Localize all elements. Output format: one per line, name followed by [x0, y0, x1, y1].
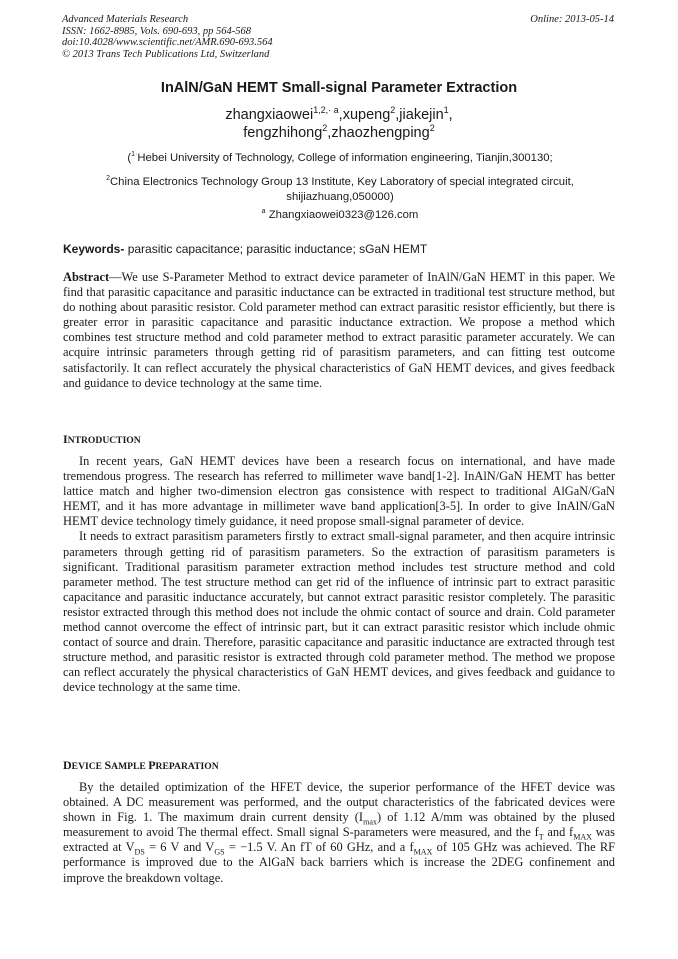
author-list	[0, 106, 678, 142]
author-line-1	[0, 106, 678, 124]
affiliation-1	[70, 151, 610, 166]
abstract	[63, 270, 615, 391]
device-body	[63, 780, 615, 886]
abstract-label: Abstract	[63, 270, 110, 284]
keywords-text: parasitic capacitance; parasitic inductance; sGaN HEMT	[124, 242, 428, 256]
intro-paragraph-2: It needs to extract parasitism parameters firstly to extract small-signal parameter, and then acquire intrinsic parameters through getting rid of parasitism parameters. So the extraction of parasitism parameters is significant. Traditional parasitism parameter extraction method includes test structure method and cold parameter method. The test structure method can get rid of the influence of intrinsic part to extract parasitic capacitance and parasitic inductance accurately, but cannot extract parasitic resistor completely. The parasitic resistor extracted through this method does not include the ohmic contact of source and drain. Cold parameter method cannot overcome the effect of intrinsic part, but it can extract parasitic resistor which include ohmic contact of source and drain. Therefore, parasitic capacitance and parasitic inductance are extracted through test structure method, and parasitic resistor is extracted through cold parameter method. The method we propose can reflect accurately the physical characteristics of GaN HEMT devices, and gives feedback and guidance to device technology at the same time.	[63, 529, 615, 695]
author-name: ,xupeng	[338, 107, 391, 123]
author-affil-mark: 2	[390, 105, 396, 116]
author-line-2	[0, 124, 678, 142]
affil-paren: (	[127, 152, 132, 164]
journal-copyright: © 2013 Trans Tech Publications Ltd, Switzerland	[62, 48, 270, 60]
author-affil-mark: 2	[322, 123, 328, 134]
affil-line: shijiazhuang,050000)	[286, 191, 394, 203]
author-name: ,zhaozhengping	[327, 125, 430, 141]
abstract-text: —We use S-Parameter Method to extract device parameter of InAlN/GaN HEMT in this paper. We find that parasitic capacitance and parasitic inductance can be extracted in traditional test structure method, but do nothing about parasitic resistor. Cold parameter method can extract parasitic resistor efficiently, but there is greater error in parasitic capacitance and parasitic inductance extraction. We propose a method which combines test structure method and cold parameter method to extract parasitic parameter accurately. We can acquire intrinsic parameters through getting rid of parasitism parameters, and can fitting test outcome satisfactorily. It can reflect accurately the physical characteristics of GaN HEMT devices, and gives feedback and guidance to device technology at the same time.	[63, 270, 615, 390]
author-name: zhangxiaowei	[225, 107, 314, 123]
journal-doi[interactable]: doi:10.4028/www.scientific.net/AMR.690-693.564	[62, 37, 273, 48]
author-separator: ,	[448, 107, 453, 123]
affil-mark: 1·	[131, 151, 138, 159]
affil-mark: 2	[106, 175, 111, 183]
author-name: ,jiakejin	[395, 107, 444, 123]
email-address[interactable]: Zhangxiaowei0323@126.com	[268, 209, 419, 221]
author-email	[70, 208, 610, 223]
affil-text: Hebei University of Technology, College of information engineering, Tianjin,300130;	[137, 152, 553, 164]
email-mark: a	[261, 208, 266, 216]
author-name: fengzhihong	[243, 125, 323, 141]
intro-paragraph-1: In recent years, GaN HEMT devices have been a research focus on international, and have made tremendous progress. The research has referred to millimeter wave band[1-2]. InAlN/GaN HEMT has better lattice match and higher two-dimension electron gas consistence with respect to traditional AlGaN/GaN HEMT, and it has more advantage in millimeter wave band application[3-5]. In order to give InAlN/GaN HEMT device technology timely guidance, it need propose small-signal parameter of device.	[63, 454, 615, 529]
section-heading-introduction: INTRODUCTION	[63, 432, 141, 446]
author-affil-mark: 1	[443, 105, 449, 116]
affil-text: China Electronics Technology Group 13 Institute, Key Laboratory of special integrated circuit,	[110, 176, 574, 188]
keywords-label: Keywords-	[63, 242, 125, 256]
journal-name: Advanced Materials Research	[62, 14, 189, 25]
online-date: Online: 2013-05-14	[530, 14, 614, 25]
affil-line	[70, 175, 610, 190]
affiliation-2	[70, 175, 610, 205]
author-affil-mark: 2	[429, 123, 435, 134]
device-paragraph-1: By the detailed optimization of the HFET device, the superior performance of the HFET device was obtained. A DC measurement was performed, and the output characteristics of the fabricated devices were shown in Fig. 1. The maximum drain current density $(I_{max})$ of 1.12 A/mm was obtained by the plused measurement to avoid The thermal effect. Small signal S-parameters were measured, and the $f_T$ and $f_{MAX}$ was extracted at $V_{DS} = 6$ V and $V_{GS} = -1.5$ V. An fT of 60 GHz, and a $f_{MAX}$ of 105 GHz was achieved. The RF performance is improved due to the AlGaN back barriers which is increase the 2DEG confinement and improve the breakdown voltage.	[63, 780, 615, 885]
section-heading-device-sample-preparation: DEVICE SAMPLE PREPARATION	[63, 758, 219, 772]
paper-title: InAlN/GaN HEMT Small-signal Parameter Extraction	[160, 80, 518, 96]
journal-header	[62, 14, 618, 60]
journal-issn: ISSN: 1662-8985, Vols. 690-693, pp 564-568	[62, 25, 251, 37]
keywords	[63, 242, 618, 256]
introduction-body	[63, 454, 615, 696]
author-affil-mark: 1,2,· a	[313, 105, 339, 116]
